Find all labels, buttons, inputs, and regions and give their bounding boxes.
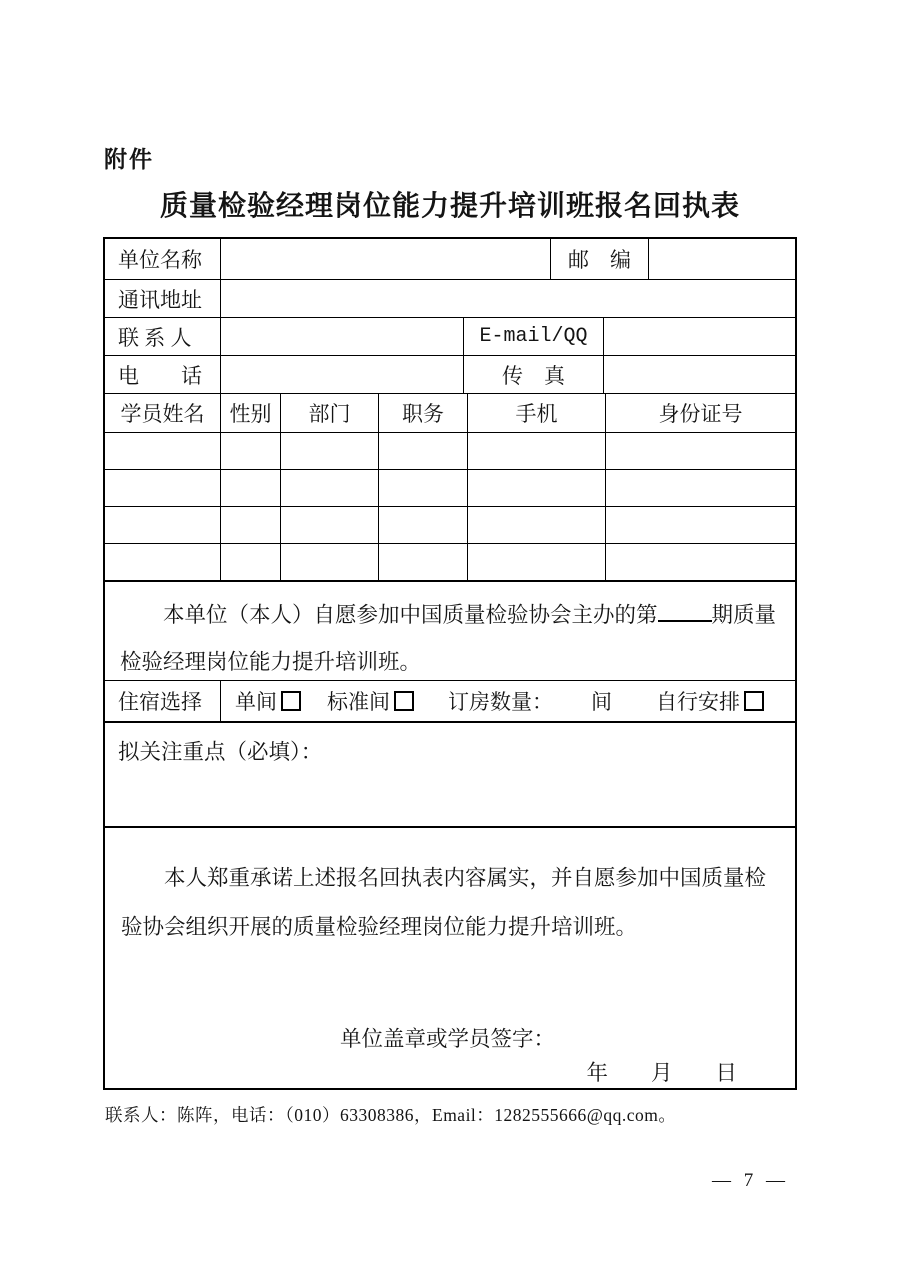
focus-label: 拟关注重点（必填）： xyxy=(118,740,323,764)
unit-name-field[interactable] xyxy=(220,239,550,279)
student-name-field[interactable] xyxy=(105,544,220,580)
fax-field[interactable] xyxy=(603,356,795,393)
contact-person-label: 联 系 人 xyxy=(118,325,192,350)
header-department: 部门 xyxy=(280,394,378,432)
header-id-number: 身份证号 xyxy=(605,394,795,432)
focus-section xyxy=(105,721,795,826)
accommodation-label: 住宿选择 xyxy=(118,690,202,714)
student-position-field[interactable] xyxy=(378,507,467,543)
phone-field[interactable] xyxy=(220,356,463,393)
participation-statement-part2: 期质量检验经理岗位能力提升培训班。 xyxy=(120,603,777,674)
row-address xyxy=(105,279,795,317)
student-gender-field[interactable] xyxy=(220,433,280,469)
header-position: 职务 xyxy=(378,394,467,432)
session-number-blank[interactable] xyxy=(658,616,712,622)
unit-name-label: 单位名称 xyxy=(118,248,202,272)
footer-contact: 联系人：陈阵，电话：（010）63308386，Email：1282555666@qq.com。 xyxy=(105,1105,677,1125)
self-arrange-checkbox[interactable] xyxy=(744,691,764,711)
student-id-field[interactable] xyxy=(605,433,795,469)
standard-room-label: 标准间 xyxy=(327,690,390,714)
student-id-field[interactable] xyxy=(605,470,795,506)
email-qq-label: E-mail/QQ xyxy=(463,318,603,355)
address-label: 通讯地址 xyxy=(118,287,202,312)
student-name-field[interactable] xyxy=(105,470,220,506)
student-department-field[interactable] xyxy=(280,507,378,543)
student-gender-field[interactable] xyxy=(220,507,280,543)
student-row xyxy=(105,432,795,469)
accommodation-options xyxy=(220,681,795,721)
page-number: — 7 — xyxy=(712,1170,789,1191)
student-position-field[interactable] xyxy=(378,544,467,580)
participation-statement-part1: 本单位（本人）自愿参加中国质量检验协会主办的第 xyxy=(163,603,658,627)
postal-code-field[interactable] xyxy=(648,239,795,279)
student-id-field[interactable] xyxy=(605,507,795,543)
page-title: 质量检验经理岗位能力提升培训班报名回执表 xyxy=(159,190,740,221)
row-accommodation xyxy=(105,680,795,721)
student-department-field[interactable] xyxy=(280,433,378,469)
participation-statement-cell xyxy=(105,582,795,680)
commitment-statement: 本人郑重承诺上述报名回执表内容属实，并自愿参加中国质量检验协会组织开展的质量检验经理岗位能力提升培训班。 xyxy=(121,866,767,939)
student-gender-field[interactable] xyxy=(220,544,280,580)
single-room-label: 单间 xyxy=(235,690,277,714)
student-position-field[interactable] xyxy=(378,470,467,506)
student-department-field[interactable] xyxy=(280,544,378,580)
single-room-checkbox[interactable] xyxy=(281,691,301,711)
student-mobile-field[interactable] xyxy=(467,507,605,543)
header-gender: 性别 xyxy=(220,394,280,432)
student-id-field[interactable] xyxy=(605,544,795,580)
single-room-option xyxy=(235,686,301,716)
participation-statement-section xyxy=(105,580,795,680)
student-department-field[interactable] xyxy=(280,470,378,506)
attachment-label: 附件 xyxy=(104,146,154,172)
quantity-unit-label: 间 xyxy=(591,690,612,714)
date-line: 年 月 日 xyxy=(586,1061,737,1085)
row-unit-name xyxy=(105,239,795,279)
postal-code-label: 邮 编 xyxy=(550,239,648,279)
student-name-field[interactable] xyxy=(105,507,220,543)
address-field[interactable] xyxy=(220,280,795,317)
student-mobile-field[interactable] xyxy=(467,433,605,469)
self-arrange-option xyxy=(656,686,764,716)
standard-room-checkbox[interactable] xyxy=(394,691,414,711)
participation-statement xyxy=(105,582,795,680)
header-student-name: 学员姓名 xyxy=(120,402,205,426)
student-row xyxy=(105,543,795,580)
row-phone xyxy=(105,355,795,393)
contact-person-field[interactable] xyxy=(220,318,463,355)
booking-quantity-label: 订房数量： xyxy=(448,690,553,714)
self-arrange-label: 自行安排 xyxy=(656,690,740,714)
registration-form-table xyxy=(103,237,797,1090)
student-gender-field[interactable] xyxy=(220,470,280,506)
commitment-cell xyxy=(105,828,795,1088)
student-row xyxy=(105,469,795,506)
student-mobile-field[interactable] xyxy=(467,544,605,580)
row-contact xyxy=(105,317,795,355)
email-qq-field[interactable] xyxy=(603,318,795,355)
standard-room-option xyxy=(327,686,414,716)
phone-label: 电 话 xyxy=(118,363,202,388)
header-mobile: 手机 xyxy=(467,394,605,432)
student-position-field[interactable] xyxy=(378,433,467,469)
fax-label: 传 真 xyxy=(463,356,603,393)
student-row xyxy=(105,506,795,543)
focus-field[interactable] xyxy=(105,723,795,826)
students-header-row xyxy=(105,393,795,432)
signature-label: 单位盖章或学员签字： xyxy=(340,1027,556,1051)
student-mobile-field[interactable] xyxy=(467,470,605,506)
commitment-section xyxy=(105,826,795,1088)
student-name-field[interactable] xyxy=(105,433,220,469)
